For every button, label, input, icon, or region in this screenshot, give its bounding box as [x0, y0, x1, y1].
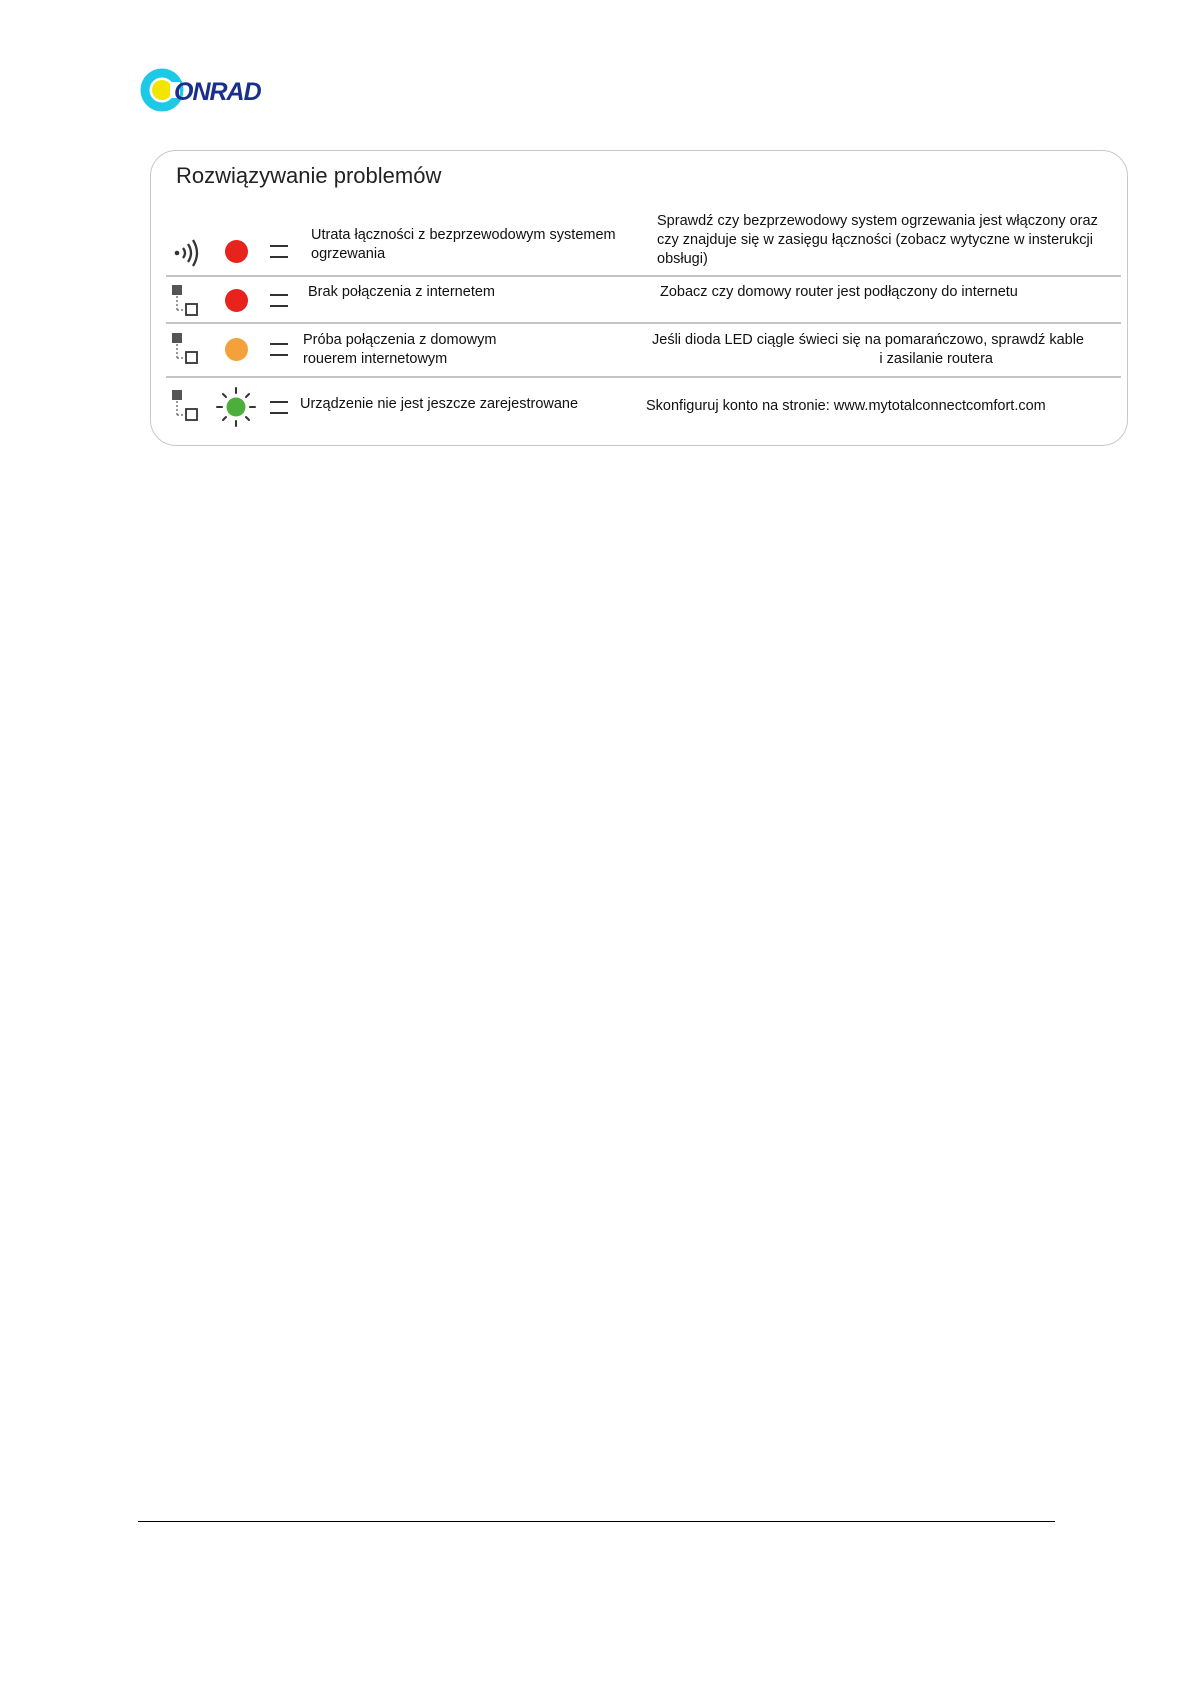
status-led-red — [225, 240, 248, 263]
network-icon — [172, 333, 198, 365]
wireless-signal-icon — [173, 238, 203, 268]
solution-text: Jeśli dioda LED ciągle świeci się na pomarańczowo, sprawdź kable i zasilanie routera — [652, 332, 1084, 367]
problem-text: Urządzenie nie jest jeszcze zarejestrowane — [300, 396, 579, 412]
problem-text: Brak połączenia z internetem — [308, 284, 495, 300]
equals-icon — [270, 245, 288, 258]
solution-text: Skonfiguruj konto na stronie: www.mytotalconnectcomfort.com — [646, 398, 1046, 414]
svg-text:ONRAD: ONRAD — [174, 78, 261, 106]
solution-text: Zobacz czy domowy router jest podłączony do internetu — [660, 284, 1018, 300]
conrad-logo — [140, 68, 292, 112]
equals-icon — [270, 401, 288, 414]
row-separator — [166, 322, 1121, 324]
footer-divider — [138, 1521, 1055, 1522]
problem-text: Utrata łączności z bezprzewodowym systemem ogrzewania — [311, 227, 616, 262]
network-icon — [172, 390, 198, 422]
network-icon — [172, 285, 198, 317]
row-separator — [166, 376, 1121, 378]
status-led-green-blinking — [215, 386, 257, 428]
row-separator — [166, 275, 1121, 277]
problem-text: Próba połączenia z domowym rouerem internetowym — [303, 332, 497, 367]
equals-icon — [270, 294, 288, 307]
solution-text: Sprawdź czy bezprzewodowy system ogrzewania jest włączony oraz czy znajduje się w zasięgu łączności (zobacz wytyczne w insterukcji obsługi) — [657, 213, 1098, 267]
panel-title: Rozwiązywanie problemów — [176, 163, 442, 188]
status-led-red — [225, 289, 248, 312]
status-led-orange — [225, 338, 248, 361]
equals-icon — [270, 343, 288, 356]
